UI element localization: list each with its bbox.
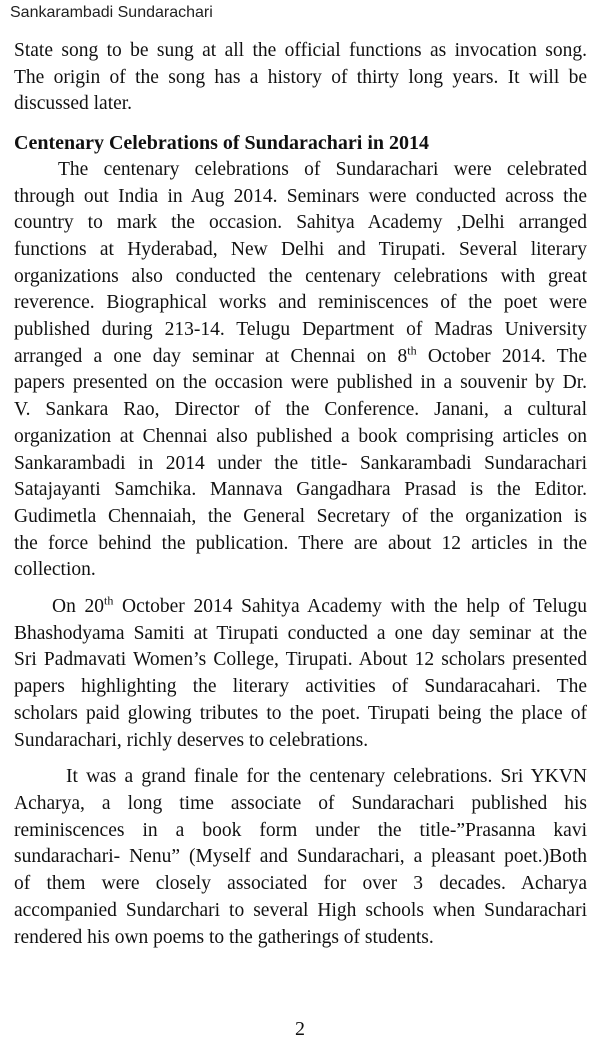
text-line: through out India in Aug 2014. Seminars were conducted across the — [14, 185, 587, 207]
text-line: Sundarachari, richly deserves to celebrations. — [14, 729, 369, 751]
paragraph-grand-finale — [14, 764, 587, 951]
running-header: Sankarambadi Sundarachari — [10, 4, 213, 21]
section-heading: Centenary Celebrations of Sundarachari in 2014 — [14, 132, 429, 155]
text-line: rendered his own poems to the gatherings of students. — [14, 926, 434, 948]
text-line: the force behind the publication. There are about 12 articles in the — [14, 532, 587, 554]
page-body — [14, 38, 587, 951]
text-line: The origin of the song has a history of thirty long years. It will be — [14, 66, 587, 88]
text-line: functions at Hyderabad, New Delhi and Tirupati. Several literary — [14, 238, 587, 260]
text-line: collection. — [14, 559, 96, 581]
text-line: sundarachari- Nenu” (Myself and Sundarachari, a pleasant poet.)Both — [14, 846, 587, 868]
text-line: accompanied Sundarchari to several High schools when Sundarachari — [14, 899, 587, 921]
text-line: papers highlighting the literary activities of Sundaracahari. The — [14, 676, 587, 698]
text-line: published during 213-14. Telugu Department of Madras University — [14, 319, 587, 341]
text-line: Sankarambadi in 2014 under the title- Sankarambadi Sundarachari — [14, 452, 587, 474]
text-line: Acharya, a long time associate of Sundarachari published his — [14, 792, 587, 814]
text-line: organizations also conducted the centenary celebrations with great — [14, 265, 587, 287]
text-line: discussed later. — [14, 93, 133, 115]
intro-paragraph — [14, 38, 587, 118]
text-line: scholars paid glowing tributes to the poet. Tirupati being the place of — [14, 702, 587, 724]
text-line: Sri Padmavati Women’s College, Tirupati. About 12 scholars presented — [14, 649, 587, 671]
text-line: Gudimetla Chennaiah, the General Secretary of the organization is — [14, 505, 587, 527]
text-line: State song to be sung at all the official functions as invocation song. — [14, 40, 587, 61]
text-line: arranged a one day seminar at Chennai on 8th October 2014. The — [14, 343, 587, 367]
text-line: papers presented on the occasion were published in a souvenir by Dr. — [14, 372, 587, 394]
text-line: reminiscences in a book form under the title-”Prasanna kavi — [14, 819, 587, 841]
text-line: organization at Chennai also published a book comprising articles on — [14, 425, 587, 447]
text-line: Bhashodyama Samiti at Tirupati conducted a one day seminar at the — [14, 622, 587, 644]
text-line: The centenary celebrations of Sundarachari were celebrated — [58, 158, 587, 180]
paragraph-centenary — [14, 157, 587, 584]
text-line: of them were closely associated for over 3 decades. Acharya — [14, 873, 587, 895]
text-line: It was a grand finale for the centenary celebrations. Sri YKVN — [66, 766, 587, 788]
paragraph-sahitya-seminar — [14, 594, 587, 754]
text-line: country to mark the occasion. Sahitya Academy ,Delhi arranged — [14, 212, 587, 234]
page-number: 2 — [295, 1018, 305, 1040]
text-line: On 20th October 2014 Sahitya Academy with the help of Telugu — [52, 593, 587, 618]
text-line: Satajayanti Samchika. Mannava Gangadhara Prasad is the Editor. — [14, 479, 587, 501]
text-line: reverence. Biographical works and reminiscences of the poet were — [14, 292, 587, 314]
text-line: V. Sankara Rao, Director of the Conference. Janani, a cultural — [14, 399, 587, 421]
